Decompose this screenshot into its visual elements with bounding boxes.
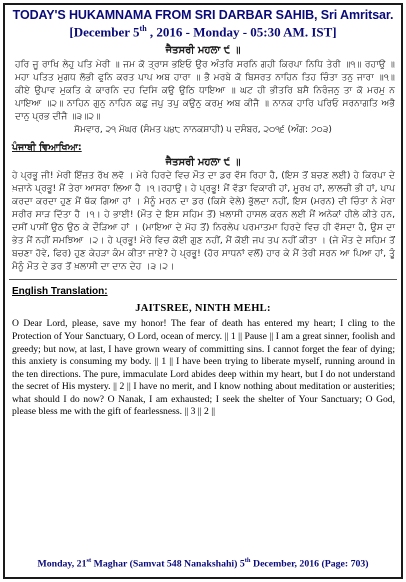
footer-part2: Maghar (Samvat 548 Nanakshahi) 5 (91, 558, 245, 569)
english-translation-label: English Translation: (12, 286, 108, 298)
gurbani-verse: ਹਰਿ ਜੂ ਰਾਖਿ ਲੇਹੁ ਪਤਿ ਮੇਰੀ ॥ ਜਮ ਕੋ ਤ੍ਰਾਸ ਭਇਓ ਉਰ ਅੰਤਰਿ ਸਰਨਿ ਗਹੀ ਕਿਰਪਾ ਨਿਧਿ ਤੇਰੀ ॥੧॥ ਰਹਾਉ ॥ ਮਹਾ ਪਤਿਤ ਮੁਗਧ ਲੋਭੀ ਫੁਨਿ ਕਰਤ ਪਾਪ ਅਬ ਹਾਰਾ ॥ ਭੈ ਮਰਬੇ ਕੋ ਬਿਸਰਤ ਨਾਹਿਨ ਤਿਹ ਚਿੰਤਾ ਤਨੁ ਜਾਰਾ ॥੧॥ ਕੀਏ ਉਪਾਵ ਮੁਕਤਿ ਕੇ ਕਾਰਨਿ ਦਹ ਦਿਸਿ ਕਉ ਉਠਿ ਧਾਇਆ ॥ ਘਟ ਹੀ ਭੀਤਰਿ ਬਸੈ ਨਿਰੰਜਨੁ ਤਾ ਕੋ ਮਰਮੁ ਨ ਪਾਇਆ ॥੨॥ ਨਾਹਿਨ ਗੁਨੁ ਨਾਹਿਨ ਕਛੁ ਜਪੁ ਤਪੁ ਕਉਨੁ ਕਰਮੁ ਅਬ ਕੀਜੈ ॥ ਨਾਨਕ ਹਾਰਿ ਪਰਿਓ ਸਰਨਾਗਤਿ ਅਭੈ ਦਾਨੁ ਪ੍ਰਭ ਦੀਜੈ ॥੩॥੨॥ (15, 59, 395, 123)
footer-date (5, 557, 401, 569)
page-title: TODAY'S HUKAMNAMA FROM SRI DARBAR SAHIB, Sri Amritsar. (12, 8, 394, 22)
footer-sup1: st (86, 556, 92, 564)
punjabi-date-line: ਸੋਮਵਾਰ, ੨੧ ਮੱਘਰ (ਸੰਮਤ ੫੪੮ ਨਾਨਕਸ਼ਾਹੀ) ੫ ਦਸੰਬਰ, ੨੦੧੬ (ਅੰਗ: ੭੦੩) (74, 125, 332, 136)
date-superscript: th (139, 24, 147, 33)
footer-sup2: th (244, 556, 251, 564)
english-translation-text: O Dear Lord, please, save my honor! The fear of death has entered my heart; I cling to the Protection of Your Sanctuary, O Lord, ocean of mercy. || 1 || Pause || I am a great sinner, foolish and greedy; but now, at last, I have grown weary of committing sins. I cannot forget the fear of dying; this anxiety is consuming my body. || 1 || I have been trying to liberate myself, running around in the ten directions. The pure, immaculate Lord abides deep within my heart, but I do not understand the secret of His mystery. || 2 || I have no merit, and I know nothing about meditation or austerities; what should I do now? O Nanak, I am exhausted; I seek the shelter of Your Sanctuary; O God, please bless me with the gift of fearlessness. || 3 || 2 || (12, 318, 395, 418)
header (5, 5, 401, 40)
date-prefix: [December 5 (69, 24, 140, 40)
footer-part1: Monday, 21 (37, 558, 87, 569)
hukamnama-card (3, 3, 403, 579)
punjabi-translation-label: ਪੰਜਾਬੀ ਵਿਆਖਿਆ: (12, 142, 82, 154)
punjabi-translation-heading: ਜੈਤਸਰੀ ਮਹਲਾ ੯ ॥ (165, 157, 241, 169)
english-translation-heading: JAITSREE, NINTH MEHL: (135, 303, 271, 315)
gurbani-heading: ਜੈਤਸਰੀ ਮਹਲਾ ੯ ॥ (165, 45, 241, 57)
footer-part3: December, 2016 (Page: 703) (250, 558, 369, 569)
date-suffix: , 2016 - Monday - 05:30 AM. IST] (146, 24, 337, 40)
punjabi-translation-text: ਹੇ ਪ੍ਰਭੂ ਜੀ! ਮੇਰੀ ਇੱਜ਼ਤ ਰੱਖ ਲਵੋ । ਮੇਰੇ ਹਿਰਦੇ ਵਿਚ ਮੌਤ ਦਾ ਡਰ ਵੱਸ ਰਿਹਾ ਹੈ, (ਇਸ ਤੋਂ ਬਚਣ ਲਈ) ਹੇ ਕਿਰਪਾ ਦੇ ਖ਼ਜ਼ਾਨੇ ਪ੍ਰਭੂ! ਮੈਂ ਤੇਰਾ ਆਸਰਾ ਲਿਆ ਹੈ ।੧।ਰਹਾਉ। ਹੇ ਪ੍ਰਭੂ! ਮੈਂ ਵੱਡਾ ਵਿਕਾਰੀ ਹਾਂ, ਮੂਰਖ ਹਾਂ, ਲਾਲਚੀ ਭੀ ਹਾਂ, ਪਾਪ ਕਰਦਾ ਕਰਦਾ ਹੁਣ ਮੈਂ ਥੱਕ ਗਿਆ ਹਾਂ । ਮੈਨੂੰ ਮਰਨ ਦਾ ਡਰ (ਕਿਸੇ ਵੇਲੇ) ਭੁੱਲਦਾ ਨਹੀਂ, ਇਸ (ਮਰਨ) ਦੀ ਚਿੰਤਾ ਨੇ ਮੇਰਾ ਸਰੀਰ ਸਾੜ ਦਿੱਤਾ ਹੈ ।੧। ਹੇ ਭਾਈ! (ਮੌਤ ਦੇ ਇਸ ਸਹਿਮ ਤੋਂ) ਖ਼ਲਾਸੀ ਹਾਸਲ ਕਰਨ ਲਈ ਮੈਂ ਅਨੇਕਾਂ ਹੀਲੇ ਕੀਤੇ ਹਨ, ਦਸੀਂ ਪਾਸੀਂ ਉਠ ਉਠ ਕੇ ਦੌੜਿਆ ਹਾਂ । (ਮਾਇਆ ਦੇ ਮੋਹ ਤੋਂ) ਨਿਰਲੇਪ ਪਰਮਾਤਮਾ ਹਿਰਦੇ ਵਿਚ ਹੀ ਵੱਸਦਾ ਹੈ, ਉਸ ਦਾ ਭੇਤ ਮੈਂ ਨਹੀਂ ਸਮਝਿਆ ।੨। ਹੇ ਪ੍ਰਭੂ! ਮੇਰੇ ਵਿਚ ਕੋਈ ਗੁਣ ਨਹੀਂ, ਮੈਂ ਕੋਈ ਜਪ ਤਪ ਨਹੀਂ ਕੀਤਾ । (ਜੇ ਮੌਤ ਦੇ ਸਹਿਮ ਤੋਂ ਬਚਣਾ ਹੋਵੇ, ਫਿਰ) ਹੁਣ ਕੇਹੜਾ ਕੰਮ ਕੀਤਾ ਜਾਏ? ਹੇ ਪ੍ਰਭੂ! (ਹੋਰ ਸਾਧਨਾਂ ਵਲੋਂ) ਹਾਰ ਕੇ ਮੈਂ ਤੇਰੀ ਸਰਨ ਆ ਪਿਆ ਹਾਂ, ਤੂੰ ਮੈਨੂੰ ਮੌਤ ਦੇ ਡਰ ਤੋਂ ਖ਼ਲਾਸੀ ਦਾ ਦਾਨ ਦੇਹ ।੩।੨। (12, 170, 395, 273)
section-divider (9, 279, 397, 280)
date-line (5, 24, 401, 40)
